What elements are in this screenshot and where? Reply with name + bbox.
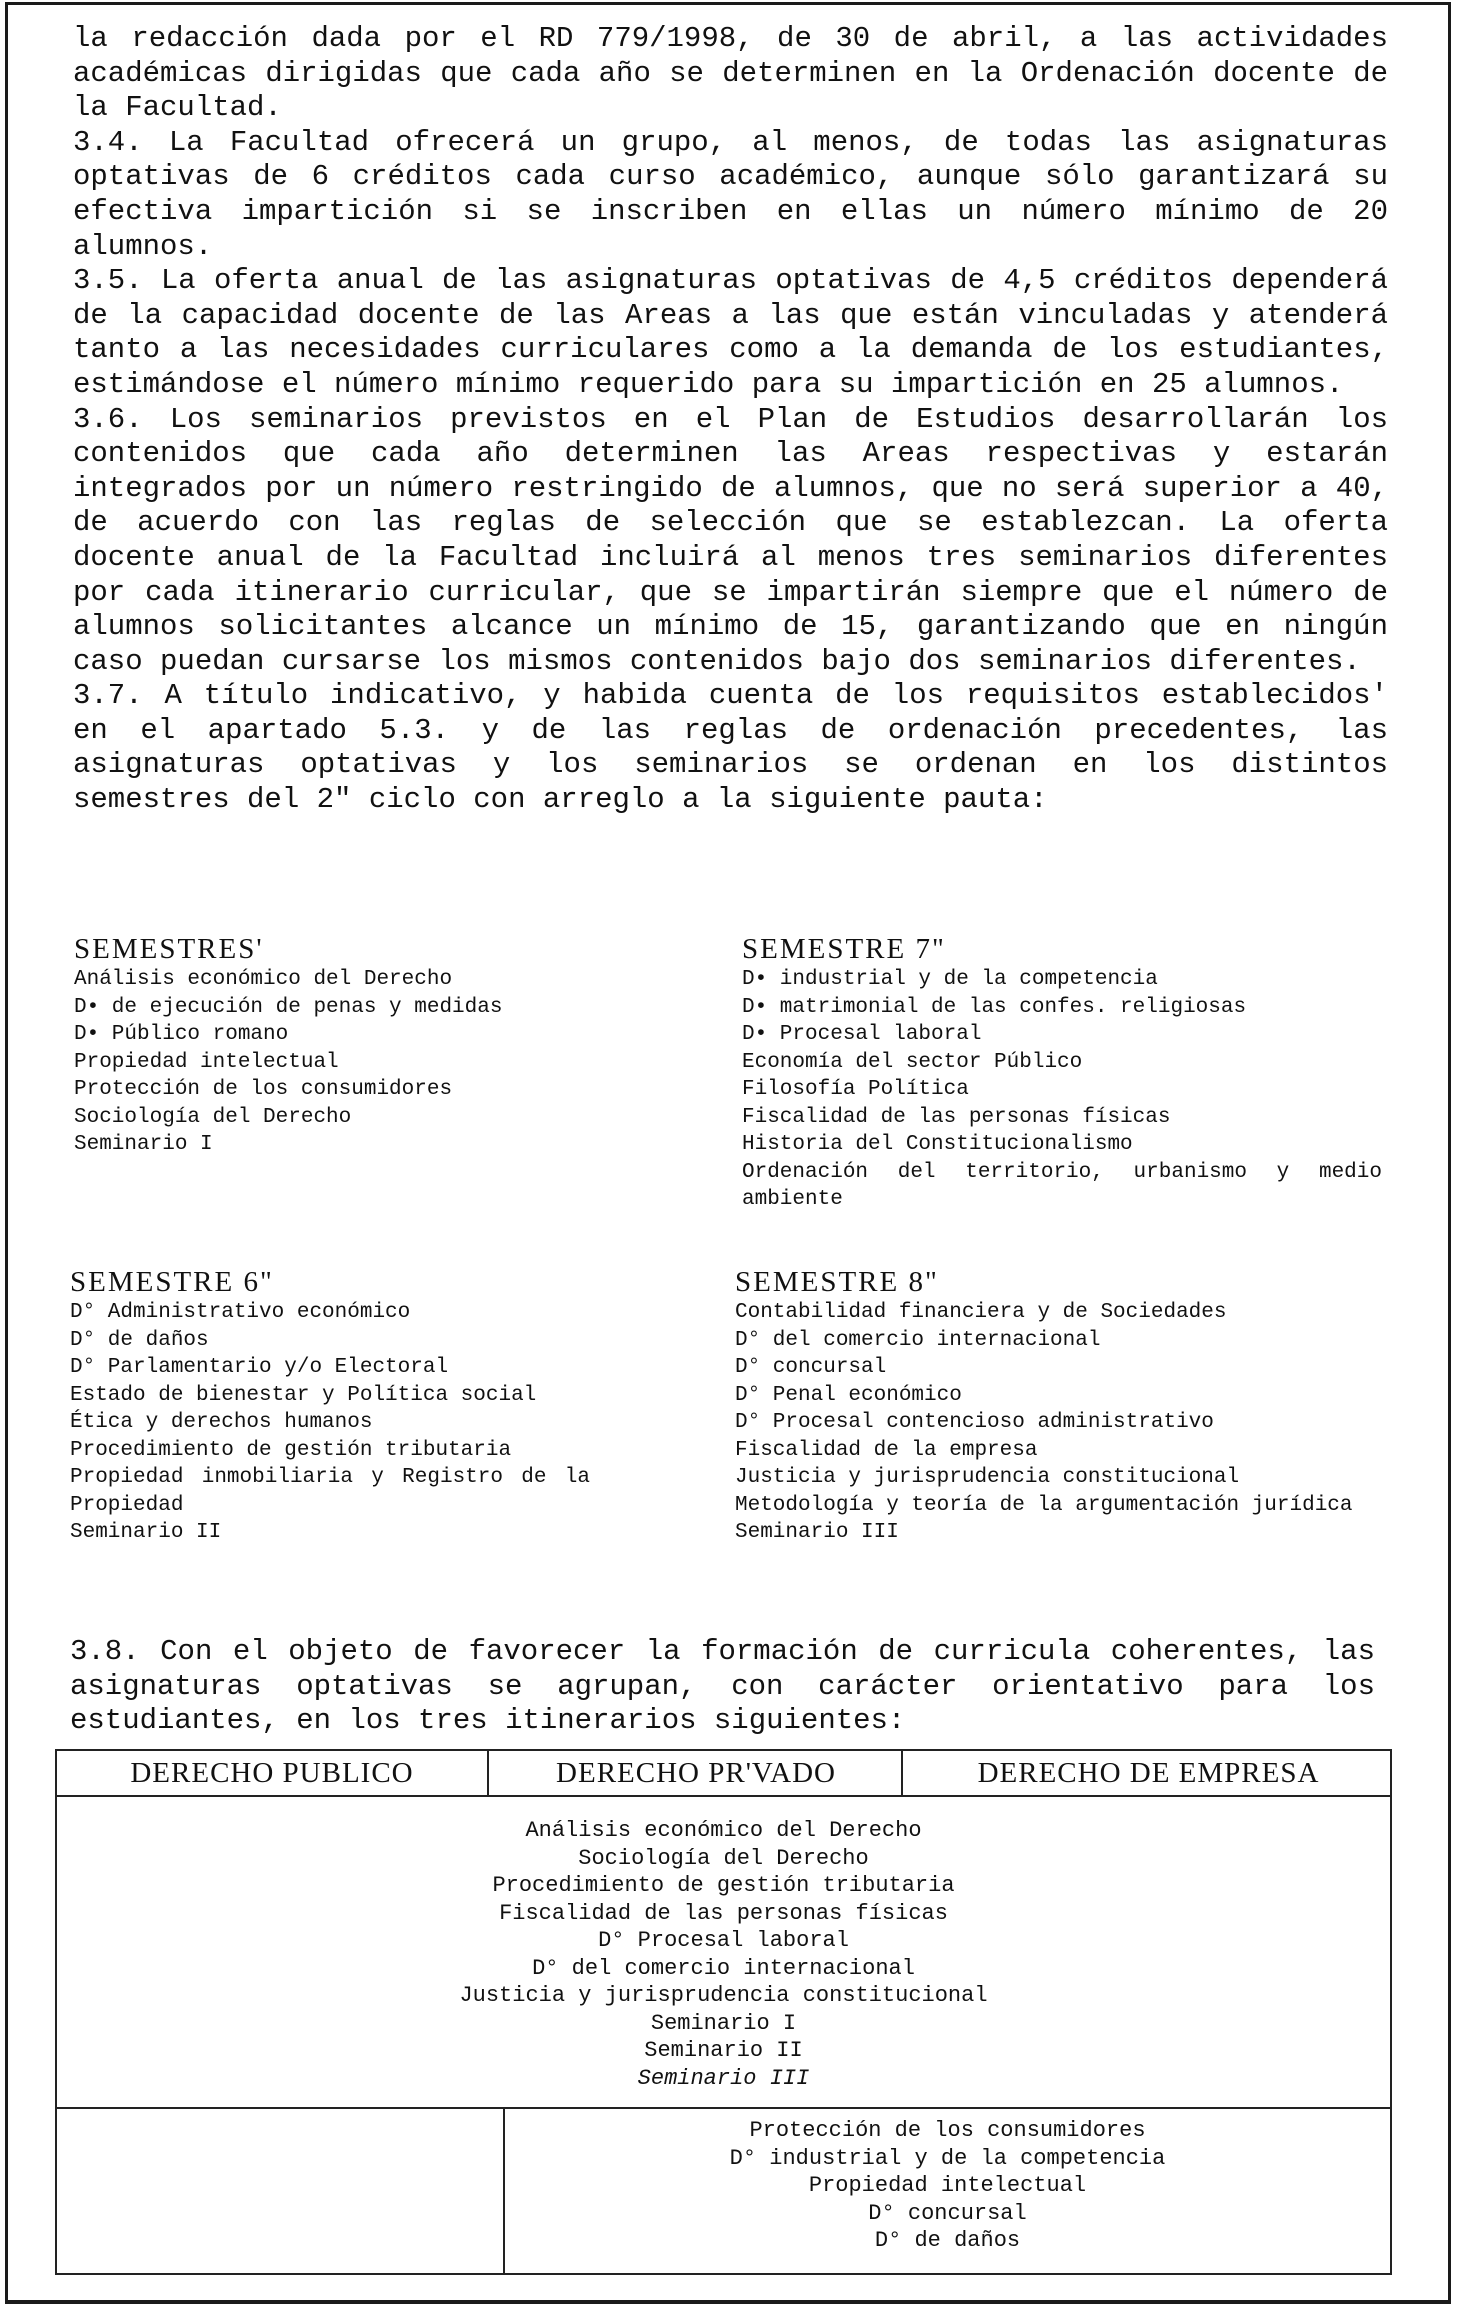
header-derecho-privado: DERECHO PR'VADO bbox=[487, 1751, 903, 1795]
semester-5-list bbox=[74, 932, 502, 1159]
list-item: Fiscalidad de las personas físicas bbox=[499, 1900, 948, 1926]
course-item: D• Procesal laboral bbox=[742, 1023, 982, 1046]
semester-6-title: SEMESTRE 6" bbox=[70, 1266, 274, 1298]
course-item: Ordenación del territorio, urbanismo y medio ambiente bbox=[742, 1160, 1382, 1211]
list-item: D° Procesal laboral bbox=[598, 1928, 849, 1953]
table-empty-cell bbox=[57, 2109, 505, 2275]
course-item: D° concursal bbox=[735, 1356, 887, 1379]
semester-7-title: SEMESTRE 7" bbox=[742, 933, 946, 965]
course-item: Seminario II bbox=[70, 1521, 222, 1544]
list-item: Sociología del Derecho bbox=[578, 1845, 869, 1871]
list-item: Justicia y jurisprudencia constitucional bbox=[459, 1983, 988, 2008]
course-item: Fiscalidad de la empresa bbox=[735, 1438, 1038, 1462]
course-item: Justicia y jurisprudencia constitucional bbox=[735, 1466, 1240, 1489]
paragraph-3-8: 3.8. Con el objeto de favorecer la formación de curricula coherentes, las asignaturas optativas se agrupan, con carácter orientativo para los estudiantes, en los tres itinerarios siguientes: bbox=[70, 1635, 1375, 1738]
semester-6-list bbox=[70, 1265, 590, 1547]
paragraph-3-7: 3.7. A título indicativo, y habida cuenta de los requisitos establecidos' en el apartado 5.3. y de las reglas de ordenación precedentes, las asignaturas optativas y los seminarios se ordenan en los distintos semestres del 2" ciclo con arreglo a la siguiente pauta: bbox=[73, 679, 1388, 817]
course-item: D° Administrativo económico bbox=[70, 1301, 411, 1324]
course-item: D° Parlamentario y/o Electoral bbox=[70, 1356, 449, 1379]
course-item: Contabilidad financiera y de Sociedades bbox=[735, 1301, 1227, 1324]
list-item: D° de daños bbox=[874, 2228, 1021, 2253]
list-item: Propiedad intelectual bbox=[808, 2173, 1087, 2198]
list-item: D° industrial y de la competencia bbox=[729, 2145, 1166, 2171]
common-items-list bbox=[57, 1817, 1390, 2092]
course-item: Propiedad inmobiliaria y Registro de la Propiedad bbox=[70, 1466, 590, 1517]
course-item: Propiedad intelectual bbox=[74, 1050, 339, 1074]
paragraph-3-4: 3.4. La Facultad ofrecerá un grupo, al menos, de todas las asignaturas optativas de 6 créditos cada curso académico, aunque sólo garantizará su efectiva impartición si se inscriben en ellas un número mínimo de 20 alumnos. bbox=[73, 125, 1388, 263]
course-item: D° Penal económico bbox=[735, 1383, 962, 1407]
course-item: Metodología y teoría de la argumentación jurídica bbox=[735, 1493, 1353, 1517]
course-item: D° de daños bbox=[70, 1328, 209, 1352]
course-item: Estado de bienestar y Política social bbox=[70, 1383, 537, 1407]
course-item: Economía del sector Público bbox=[742, 1050, 1083, 1074]
course-item: Fiscalidad de las personas físicas bbox=[742, 1105, 1171, 1129]
private-business-items-list bbox=[505, 2117, 1390, 2255]
table-common-cell bbox=[57, 1797, 1390, 2109]
itinerary-table bbox=[55, 1749, 1392, 2275]
course-item: D° del comercio internacional bbox=[735, 1328, 1101, 1352]
course-item: Historia del Constitucionalismo bbox=[742, 1133, 1133, 1156]
list-item: Seminario III bbox=[637, 2065, 810, 2091]
list-item: Procedimiento de gestión tributaria bbox=[492, 1873, 955, 1898]
course-item: D° Procesal contencioso administrativo bbox=[735, 1411, 1214, 1434]
course-item: Procedimiento de gestión tributaria bbox=[70, 1438, 512, 1462]
paragraph-intro: la redacción dada por el RD 779/1998, de 30 de abril, a las actividades académicas dirigidas que cada año se determinen en la Ordenación docente de la Facultad. bbox=[73, 22, 1388, 125]
course-item: Sociología del Derecho bbox=[74, 1105, 352, 1129]
course-item: D• Público romano bbox=[74, 1023, 289, 1046]
list-item: Análisis económico del Derecho bbox=[525, 1818, 922, 1843]
course-item: D• de ejecución de penas y medidas bbox=[74, 995, 503, 1019]
semester-8-title: SEMESTRE 8" bbox=[735, 1266, 939, 1298]
course-item: Seminario III bbox=[735, 1521, 899, 1544]
list-item: Seminario II bbox=[644, 2038, 803, 2063]
paragraph-3-6: 3.6. Los seminarios previstos en el Plan de Estudios desarrollarán los contenidos que cada año determinen las Areas respectivas y estarán integrados por un número restringido de alumnos, que no será superior a 40, de acuerdo con las reglas de selección que se establezcan. La oferta docente anual de la Facultad incluirá al menos tres seminarios diferentes por cada itinerario curricular, que se impartirán siempre que el número de alumnos solicitantes alcance un mínimo de 15, garantizando que en ningún caso puedan cursarse los mismos contenidos bajo dos seminarios diferentes. bbox=[73, 402, 1388, 678]
table-lower-row bbox=[57, 2109, 1390, 2275]
course-item: Seminario I bbox=[74, 1133, 213, 1156]
course-item: Análisis económico del Derecho bbox=[74, 968, 453, 991]
list-item: D° concursal bbox=[868, 2200, 1027, 2226]
course-item: D• industrial y de la competencia bbox=[742, 968, 1158, 991]
semester-7-list bbox=[742, 932, 1382, 1214]
course-item: D• matrimonial de las confes. religiosas bbox=[742, 995, 1247, 1019]
list-item: Seminario I bbox=[650, 2010, 797, 2036]
body-text bbox=[73, 22, 1388, 818]
list-item: D° del comercio internacional bbox=[532, 1955, 915, 1981]
semester-8-list bbox=[735, 1265, 1375, 1547]
course-item: Ética y derechos humanos bbox=[70, 1411, 373, 1434]
list-item: Protección de los consumidores bbox=[749, 2118, 1146, 2143]
paragraph-3-5: 3.5. La oferta anual de las asignaturas optativas de 4,5 créditos dependerá de la capacidad docente de las Areas a las que están vinculadas y atenderá tanto a las necesidades curriculares como a la demanda de los estudiantes, estimándose el número mínimo requerido para su impartición en 25 alumnos. bbox=[73, 264, 1388, 401]
course-item: Protección de los consumidores bbox=[74, 1078, 453, 1101]
header-derecho-empresa: DERECHO DE EMPRESA bbox=[901, 1751, 1394, 1795]
course-item: Filosofía Política bbox=[742, 1078, 969, 1101]
header-derecho-publico: DERECHO PUBLICO bbox=[130, 1757, 414, 1789]
semester-5-title: SEMESTRES' bbox=[74, 933, 264, 965]
body-text-3-8 bbox=[70, 1635, 1375, 1739]
table-header-row bbox=[57, 1751, 1390, 1797]
